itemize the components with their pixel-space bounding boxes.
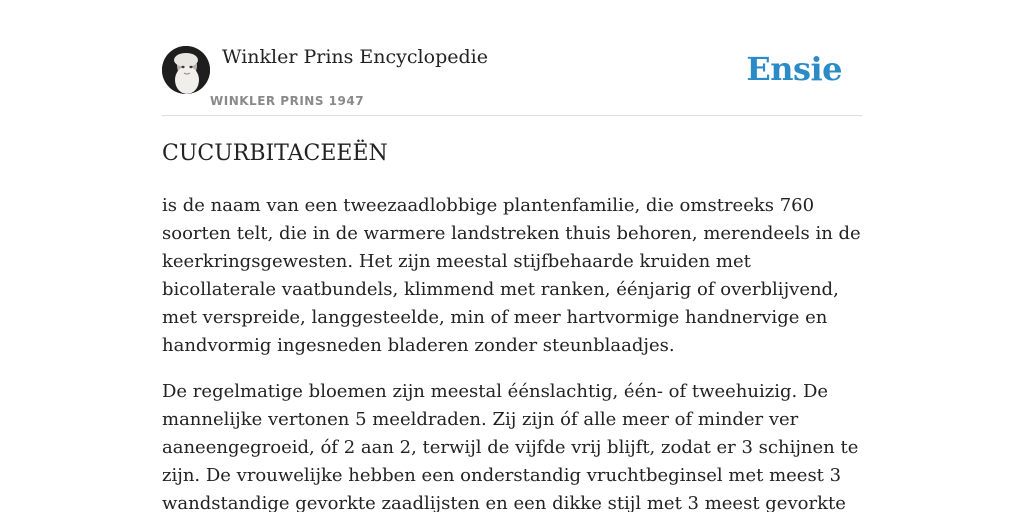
- page-title: CUCURBITACEEËN: [162, 141, 388, 166]
- article-paragraph: is de naam van een tweezaadlobbige plantenfamilie, die omstreeks 760 soorten telt, die in de warmere landstreken thuis behoren, merendeels in de keerkringsgewesten. Het zijn meestal stijfbehaarde kruiden met bicollaterale vaatbundels, klimmend met ranken, éénjarig of overblijvend, met verspreide, langgesteelde, min of meer hartvormige handnervige en handvormig ingesneden bladeren zonder steunblaadjes.: [162, 195, 861, 356]
- site-header: [162, 46, 862, 116]
- avatar[interactable]: [162, 46, 210, 94]
- bearded-man-portrait-icon: [162, 46, 210, 94]
- article-paragraph: De regelmatige bloemen zijn meestal éénslachtig, één- of tweehuizig. De mannelijke vertonen 5 meeldraden. Zij zijn óf alle meer of minder ver aaneengegroeid, óf 2 aan 2, terwijl de vijfde vrij blijft, zodat er 3 schijnen te zijn. De vrouwelijke hebben een onderstandig vruchtbeginsel met meest 3 wandstandige gevorkte zaadlijsten en een dikke stijl met 3 meest gevorkte: [162, 381, 859, 512]
- article-body: [162, 192, 862, 512]
- ensie-logo[interactable]: Ensie: [746, 50, 842, 88]
- source-label[interactable]: WINKLER PRINS 1947: [210, 94, 365, 108]
- site-title[interactable]: Winkler Prins Encyclopedie: [222, 46, 488, 68]
